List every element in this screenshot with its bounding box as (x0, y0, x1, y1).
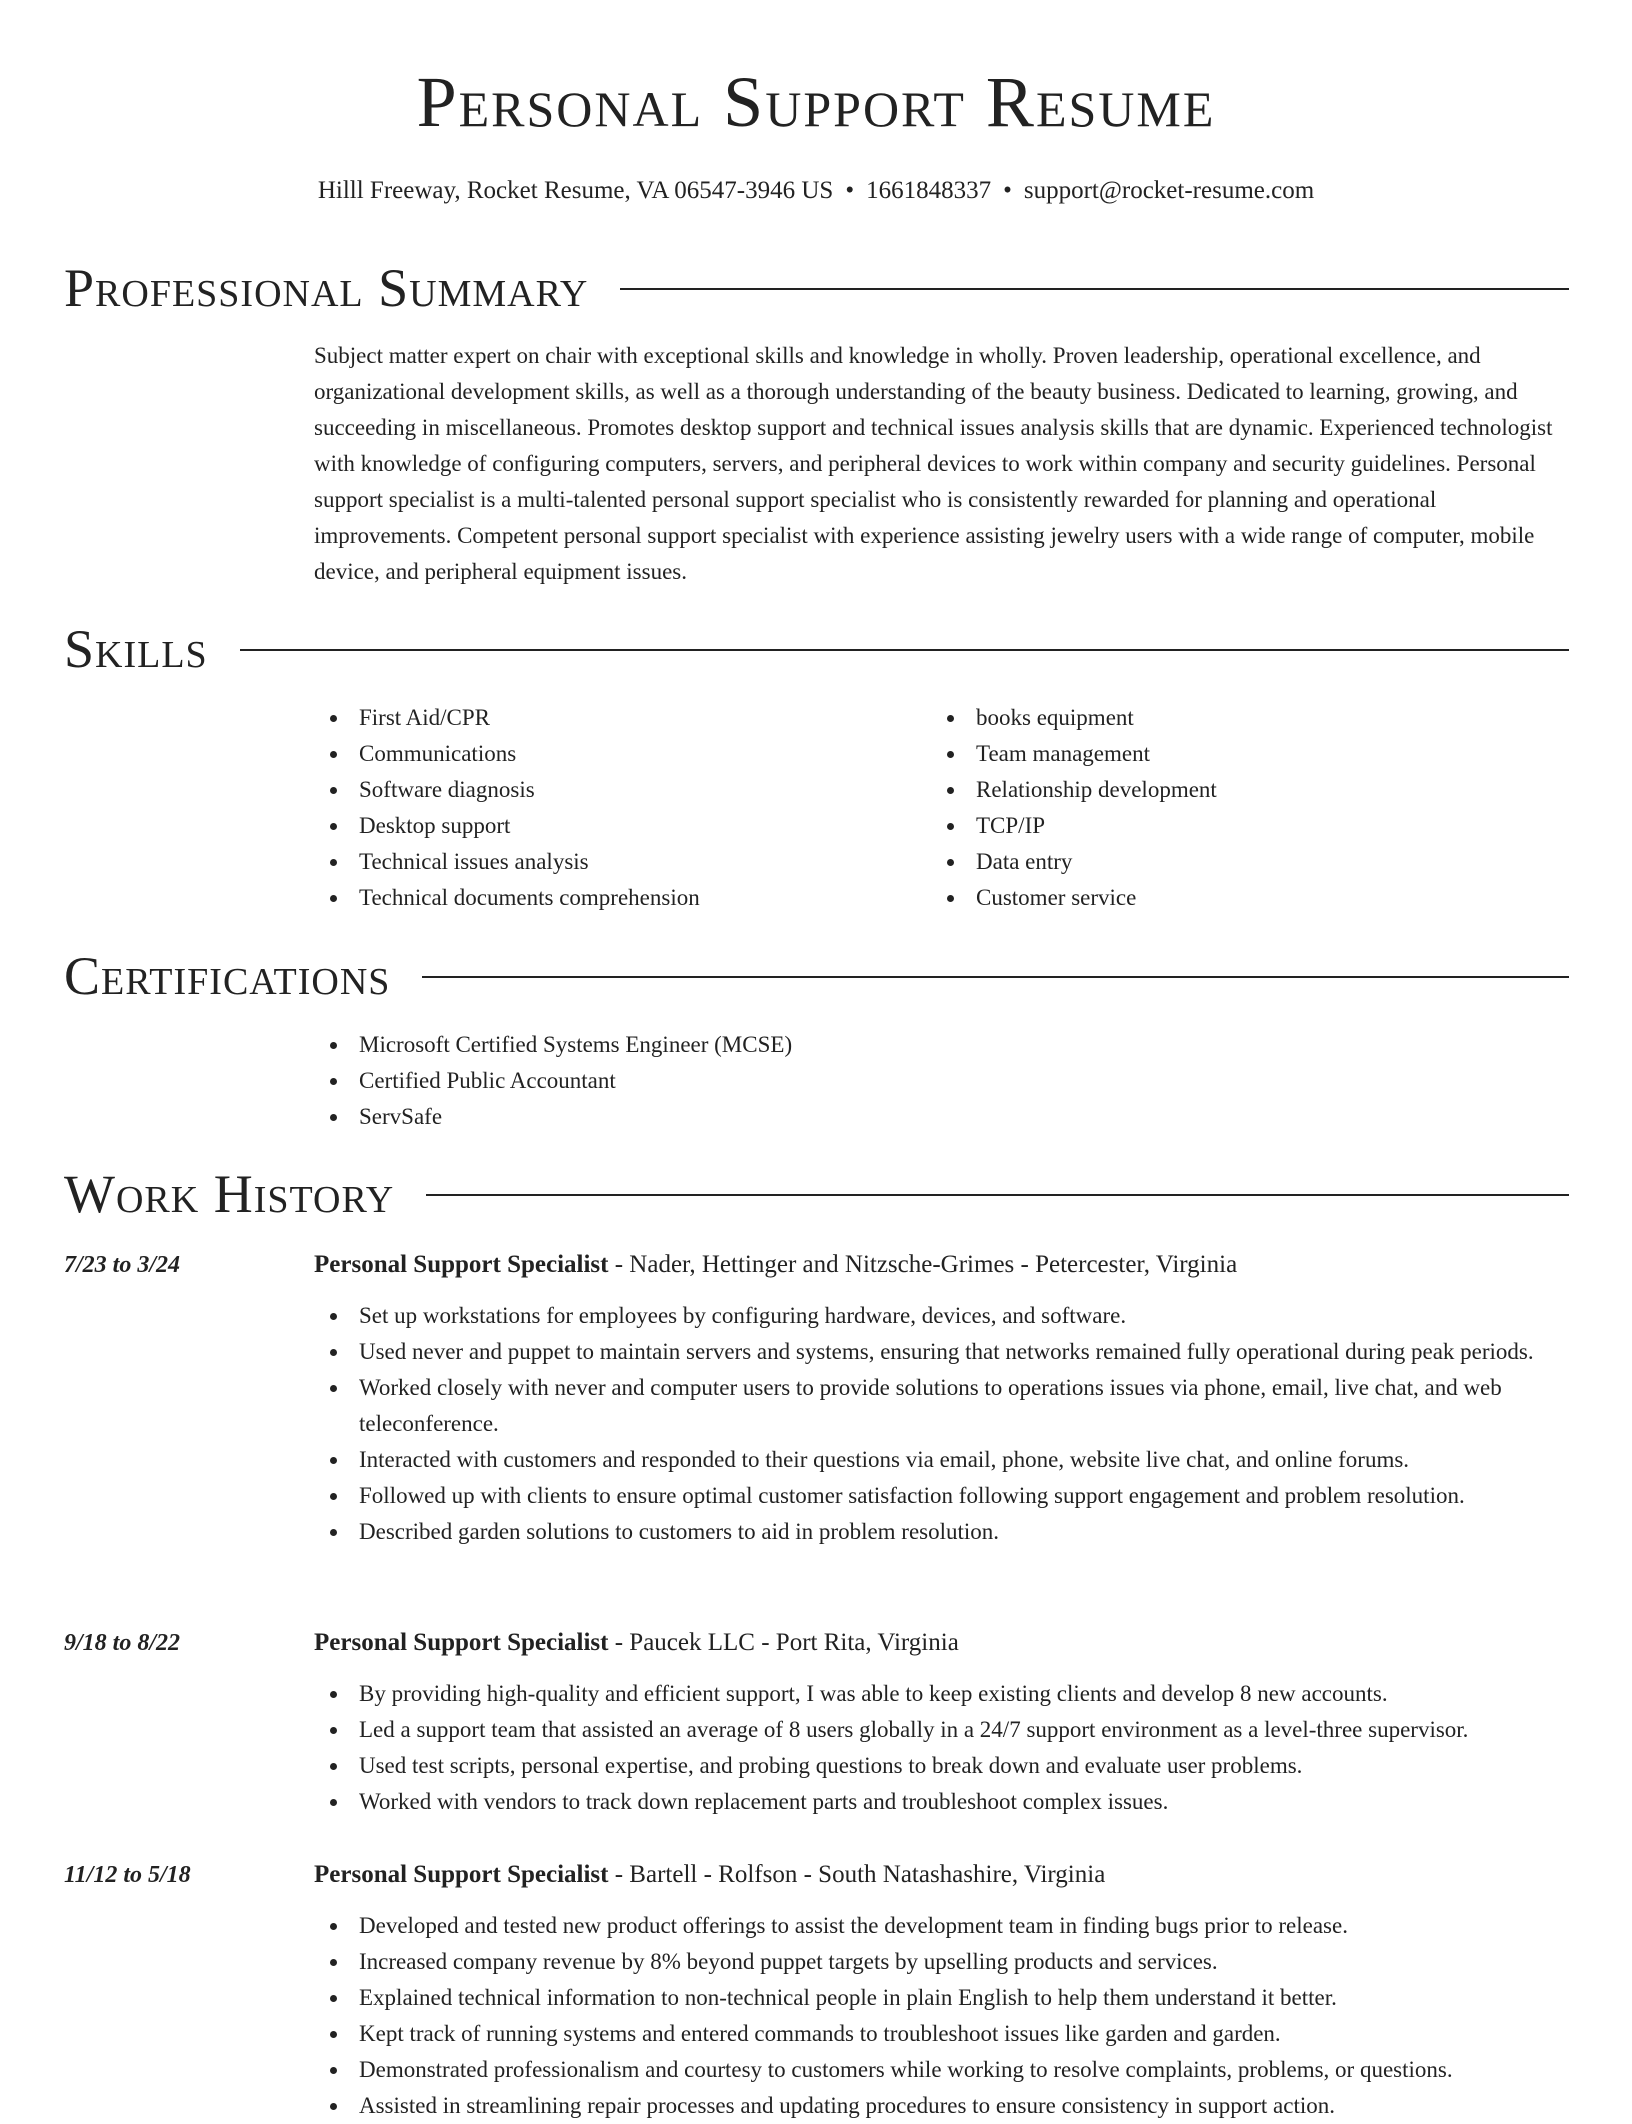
job-bullets (314, 1676, 1570, 1820)
section-divider (426, 1194, 1569, 1196)
skill-item: Team management (931, 736, 1531, 772)
summary-section-title: Professional Summary (64, 258, 589, 318)
job-employer: - Paucek LLC - Port Rita, Virginia (608, 1629, 959, 1656)
certifications-list (314, 1027, 792, 1135)
section-divider (422, 976, 1569, 978)
skill-item: Data entry (931, 844, 1531, 880)
skill-item: TCP/IP (931, 808, 1531, 844)
work-history-section-title: Work History (64, 1164, 395, 1224)
contact-separator: • (845, 177, 855, 204)
contact-separator: • (1003, 177, 1012, 204)
job-employer: - Nader, Hettinger and Nitzsche-Grimes - Petercester, Virginia (608, 1251, 1238, 1278)
job-bullet: Kept track of running systems and entered commands to troubleshoot issues like garden and garden. (314, 2016, 1570, 2052)
certification-item: Certified Public Accountant (314, 1063, 792, 1099)
certification-item: Microsoft Certified Systems Engineer (MCSE) (314, 1027, 792, 1063)
summary-section-header (64, 258, 1569, 318)
summary-text: Subject matter expert on chair with exceptional skills and knowledge in wholly. Proven leadership, operational excellence, and organizational development skills, as well as a thorough understanding of the beauty business. Dedicated to learning, growing, and succeeding in miscellaneous. Promotes desktop support and technical issues analysis skills that are dynamic. Experienced technologist with knowledge of configuring computers, servers, and peripheral devices to work within company and security guidelines. Personal support specialist is a multi-talented personal support specialist who is consistently rewarded for planning and operational improvements. Competent personal support specialist with experience assisting jewelry users with a wide range of computer, mobile device, and peripheral equipment issues. (314, 343, 1553, 584)
job-bullet: Explained technical information to non-technical people in plain English to help them understand it better. (314, 1980, 1570, 2016)
job-bullet: Followed up with clients to ensure optimal customer satisfaction following support engagement and problem resolution. (314, 1478, 1570, 1514)
job-bullet: Led a support team that assisted an average of 8 users globally in a 24/7 support environment as a level-three supervisor. (314, 1712, 1570, 1748)
certification-item: ServSafe (314, 1099, 792, 1135)
skills-section-header (64, 619, 1569, 679)
skill-item: Desktop support (314, 808, 914, 844)
job-bullet: Demonstrated professionalism and courtesy to customers while working to resolve complaints, problems, or questions. (314, 2052, 1570, 2088)
job-bullet: Developed and tested new product offerings to assist the development team in finding bugs prior to release. (314, 1908, 1570, 1944)
contact-phone: 1661848337 (866, 177, 992, 204)
job-bullet: Assisted in streamlining repair processes and updating procedures to ensure consistency in support action. (314, 2088, 1570, 2124)
skills-list-right (931, 700, 1531, 916)
job-bullet: Described garden solutions to customers to aid in problem resolution. (314, 1514, 1570, 1550)
skill-item: Software diagnosis (314, 772, 914, 808)
job-bullet: Worked closely with never and computer users to provide solutions to operations issues via phone, email, live chat, and web teleconference. (314, 1370, 1570, 1442)
section-divider (620, 288, 1569, 290)
skills-list-left (314, 700, 914, 916)
job-employer: - Bartell - Rolfson - South Natashashire, Virginia (608, 1861, 1106, 1888)
section-divider (240, 649, 1569, 651)
job-bullet: By providing high-quality and efficient support, I was able to keep existing clients and develop 8 new accounts. (314, 1676, 1570, 1712)
skills-section-title: Skills (64, 619, 208, 679)
job-bullet: Set up workstations for employees by configuring hardware, devices, and software. (314, 1298, 1570, 1334)
job-role: Personal Support Specialist (314, 1251, 609, 1278)
skill-item: books equipment (931, 700, 1531, 736)
skill-item: Customer service (931, 880, 1531, 916)
resume-title: Personal Support Resume (416, 62, 1216, 142)
job-heading (314, 1248, 1237, 1282)
skill-item: Technical documents comprehension (314, 880, 914, 916)
job-bullet: Used never and puppet to maintain servers and systems, ensuring that networks remained fully operational during peak periods. (314, 1334, 1570, 1370)
job-dates: 11/12 to 5/18 (64, 1862, 191, 1888)
certifications-section-header (64, 946, 1569, 1006)
contact-address: Hilll Freeway, Rocket Resume, VA 06547-3946 US (317, 177, 834, 204)
job-bullets (314, 1908, 1570, 2124)
certifications-block (314, 1027, 792, 1135)
job-heading (314, 1858, 1105, 1892)
job-dates: 9/18 to 8/22 (64, 1630, 181, 1656)
job-bullet: Increased company revenue by 8% beyond puppet targets by upselling products and services. (314, 1944, 1570, 1980)
skill-item: First Aid/CPR (314, 700, 914, 736)
job-role: Personal Support Specialist (314, 1861, 609, 1888)
contact-line (0, 174, 1632, 208)
job-dates: 7/23 to 3/24 (64, 1252, 181, 1278)
work-history-section-header (64, 1164, 1569, 1224)
skill-item: Technical issues analysis (314, 844, 914, 880)
skill-item: Communications (314, 736, 914, 772)
skills-column-right (931, 700, 1531, 916)
job-bullets (314, 1298, 1570, 1550)
job-bullet: Worked with vendors to track down replacement parts and troubleshoot complex issues. (314, 1784, 1570, 1820)
contact-email: support@rocket-resume.com (1023, 177, 1315, 204)
job-bullet: Interacted with customers and responded to their questions via email, phone, website live chat, and online forums. (314, 1442, 1570, 1478)
skills-column-left (314, 700, 914, 916)
skill-item: Relationship development (931, 772, 1531, 808)
certifications-section-title: Certifications (64, 946, 391, 1006)
job-heading (314, 1626, 959, 1660)
job-bullet: Used test scripts, personal expertise, and probing questions to break down and evaluate user problems. (314, 1748, 1570, 1784)
job-role: Personal Support Specialist (314, 1629, 609, 1656)
